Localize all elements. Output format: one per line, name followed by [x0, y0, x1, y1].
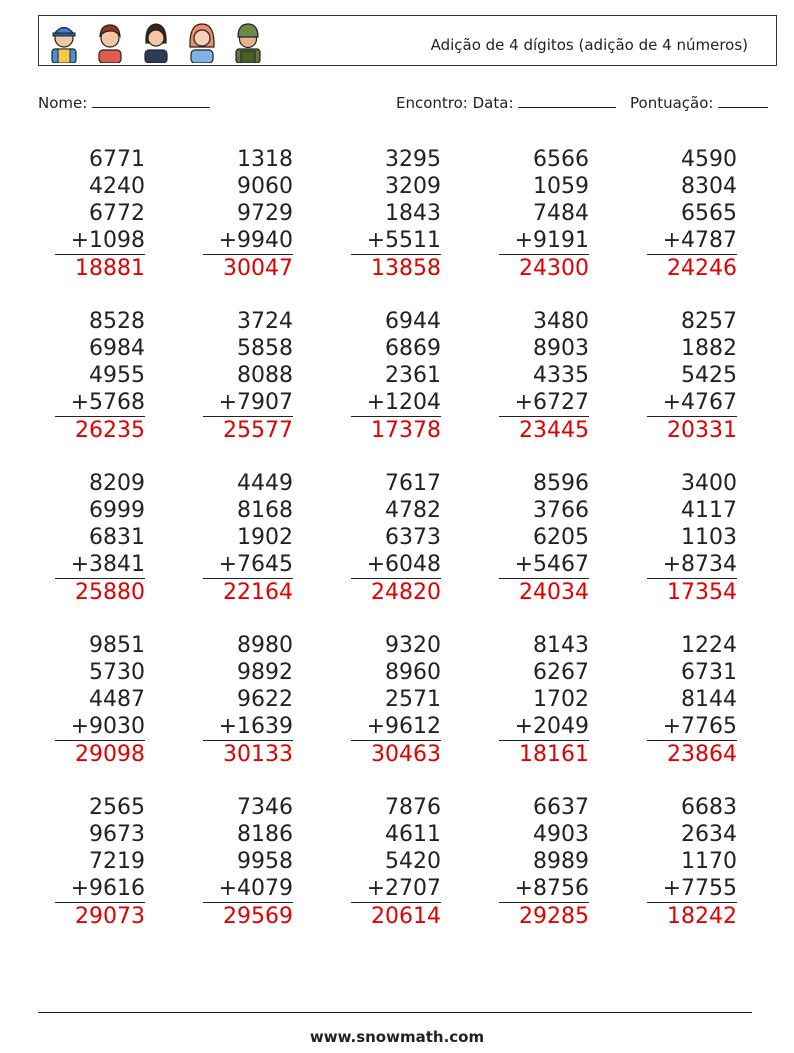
problem-addend: 3480 [533, 309, 589, 334]
problem-addend: +1098 [55, 227, 145, 255]
addition-problem [55, 470, 145, 606]
problem-addend: 5730 [89, 660, 145, 685]
problem-addend: +1639 [203, 713, 293, 741]
problem-addend: 9060 [237, 174, 293, 199]
problem-addend: 4782 [385, 498, 441, 523]
problem-addend: +4079 [203, 875, 293, 903]
problem-addend: 1882 [681, 336, 737, 361]
problem-addend: 1702 [533, 687, 589, 712]
addition-problem [647, 146, 737, 282]
problem-addend: 8980 [237, 633, 293, 658]
problem-addend: 8960 [385, 660, 441, 685]
problem-addend: 4117 [681, 498, 737, 523]
addition-problem [647, 470, 737, 606]
soldier-avatar-icon [229, 19, 267, 63]
girl-avatar-icon [183, 19, 221, 63]
addition-problem [203, 632, 293, 768]
problem-addend: 1902 [237, 525, 293, 550]
problem-addend: 3724 [237, 309, 293, 334]
problem-addend: 6267 [533, 660, 589, 685]
addition-problem [351, 146, 441, 282]
addition-problem [647, 794, 737, 930]
problem-addend: 6944 [385, 309, 441, 334]
addition-problem [55, 632, 145, 768]
problem-addend: 1059 [533, 174, 589, 199]
problem-addend: 4955 [89, 363, 145, 388]
addition-problem [499, 470, 589, 606]
problem-addend: +7645 [203, 551, 293, 579]
problem-answer: 20614 [371, 904, 441, 929]
problem-addend: 8989 [533, 849, 589, 874]
problem-addend: +2707 [351, 875, 441, 903]
meeting-date-blank[interactable] [518, 93, 616, 108]
addition-problem [55, 794, 145, 930]
problem-addend: 6373 [385, 525, 441, 550]
problem-addend: 5425 [681, 363, 737, 388]
addition-problem [55, 146, 145, 282]
score-field[interactable] [630, 93, 768, 112]
problem-addend: +4787 [647, 227, 737, 255]
problem-addend: 6637 [533, 795, 589, 820]
problem-addend: 3295 [385, 147, 441, 172]
problem-answer: 18242 [667, 904, 737, 929]
problem-addend: 9851 [89, 633, 145, 658]
problem-answer: 29098 [75, 742, 145, 767]
problem-answer: 29073 [75, 904, 145, 929]
problem-answer: 24300 [519, 256, 589, 281]
problem-addend: 7617 [385, 471, 441, 496]
problem-addend: 1843 [385, 201, 441, 226]
problem-addend: 7876 [385, 795, 441, 820]
problem-addend: +7755 [647, 875, 737, 903]
addition-problem [499, 632, 589, 768]
problem-answer: 30047 [223, 256, 293, 281]
addition-problem [499, 308, 589, 444]
problem-addend: 6771 [89, 147, 145, 172]
problem-addend: +9191 [499, 227, 589, 255]
problem-answer: 17378 [371, 418, 441, 443]
score-blank[interactable] [718, 93, 768, 108]
problem-addend: 4590 [681, 147, 737, 172]
footer-divider [38, 1012, 752, 1013]
problem-addend: +5467 [499, 551, 589, 579]
boy-avatar-icon [91, 19, 129, 63]
problem-addend: 6731 [681, 660, 737, 685]
problem-addend: 2571 [385, 687, 441, 712]
problem-answer: 22164 [223, 580, 293, 605]
problem-answer: 18161 [519, 742, 589, 767]
addition-problem [499, 146, 589, 282]
addition-problem [351, 794, 441, 930]
problem-addend: 6999 [89, 498, 145, 523]
problem-addend: 5858 [237, 336, 293, 361]
problem-addend: 2634 [681, 822, 737, 847]
problem-addend: 6869 [385, 336, 441, 361]
problem-answer: 24820 [371, 580, 441, 605]
problem-answer: 29285 [519, 904, 589, 929]
problem-addend: 1318 [237, 147, 293, 172]
addition-problem [203, 146, 293, 282]
problem-addend: +2049 [499, 713, 589, 741]
problem-addend: +7765 [647, 713, 737, 741]
problem-answer: 25577 [223, 418, 293, 443]
problem-addend: 8209 [89, 471, 145, 496]
problem-addend: 8186 [237, 822, 293, 847]
problem-addend: 2565 [89, 795, 145, 820]
problem-addend: +5768 [55, 389, 145, 417]
problem-answer: 25880 [75, 580, 145, 605]
problem-addend: 9958 [237, 849, 293, 874]
problem-answer: 24034 [519, 580, 589, 605]
problem-answer: 23864 [667, 742, 737, 767]
problem-addend: +5511 [351, 227, 441, 255]
problem-addend: 9320 [385, 633, 441, 658]
problem-addend: 8168 [237, 498, 293, 523]
addition-problem [351, 632, 441, 768]
avatar-row [45, 19, 267, 63]
problem-addend: 3766 [533, 498, 589, 523]
problem-addend: 4240 [89, 174, 145, 199]
addition-problem [499, 794, 589, 930]
problem-addend: +6048 [351, 551, 441, 579]
problem-addend: 4903 [533, 822, 589, 847]
problem-addend: 6683 [681, 795, 737, 820]
problem-addend: 8088 [237, 363, 293, 388]
problem-addend: 9892 [237, 660, 293, 685]
problem-addend: 1224 [681, 633, 737, 658]
problem-answer: 24246 [667, 256, 737, 281]
problem-addend: 4611 [385, 822, 441, 847]
problem-addend: 6984 [89, 336, 145, 361]
problem-addend: 9622 [237, 687, 293, 712]
name-field[interactable] [38, 93, 210, 112]
problem-addend: 4487 [89, 687, 145, 712]
problem-addend: +4767 [647, 389, 737, 417]
name-blank[interactable] [92, 93, 210, 108]
problem-answer: 23445 [519, 418, 589, 443]
addition-problem [203, 308, 293, 444]
problem-addend: 9673 [89, 822, 145, 847]
addition-problem [351, 470, 441, 606]
problem-addend: 2361 [385, 363, 441, 388]
problem-addend: 8528 [89, 309, 145, 334]
problem-addend: +7907 [203, 389, 293, 417]
name-label: Nome: [38, 94, 88, 112]
problem-addend: 6566 [533, 147, 589, 172]
problem-addend: 4335 [533, 363, 589, 388]
problem-addend: 1170 [681, 849, 737, 874]
problem-addend: 4449 [237, 471, 293, 496]
problem-addend: +8734 [647, 551, 737, 579]
problem-addend: 3209 [385, 174, 441, 199]
problem-addend: 8903 [533, 336, 589, 361]
problem-addend: +9030 [55, 713, 145, 741]
problem-addend: 7484 [533, 201, 589, 226]
meeting-date-label: Encontro: Data: [396, 94, 514, 112]
score-label: Pontuação: [630, 94, 714, 112]
addition-problem [203, 794, 293, 930]
problem-answer: 20331 [667, 418, 737, 443]
woman-avatar-icon [137, 19, 175, 63]
problem-addend: +9940 [203, 227, 293, 255]
problem-addend: 6205 [533, 525, 589, 550]
addition-problem [351, 308, 441, 444]
problem-addend: +9616 [55, 875, 145, 903]
problem-addend: 8596 [533, 471, 589, 496]
problem-addend: +9612 [351, 713, 441, 741]
addition-problem [647, 308, 737, 444]
problem-addend: 3400 [681, 471, 737, 496]
problem-answer: 18881 [75, 256, 145, 281]
problem-answer: 30133 [223, 742, 293, 767]
problem-answer: 30463 [371, 742, 441, 767]
problem-addend: 6772 [89, 201, 145, 226]
worksheet-title: Adição de 4 dígitos (adição de 4 números) [430, 36, 748, 54]
problem-addend: 7219 [89, 849, 145, 874]
meeting-date-field[interactable] [396, 93, 616, 112]
problem-addend: 5420 [385, 849, 441, 874]
problem-answer: 29569 [223, 904, 293, 929]
addition-problem [55, 308, 145, 444]
problem-addend: +3841 [55, 551, 145, 579]
worker-avatar-icon [45, 19, 83, 63]
problem-addend: 6565 [681, 201, 737, 226]
problem-addend: +6727 [499, 389, 589, 417]
problem-addend: 8143 [533, 633, 589, 658]
problem-addend: +8756 [499, 875, 589, 903]
problem-addend: 7346 [237, 795, 293, 820]
addition-problem [647, 632, 737, 768]
problem-addend: 9729 [237, 201, 293, 226]
problem-answer: 13858 [371, 256, 441, 281]
header-box [38, 15, 777, 66]
problem-answer: 17354 [667, 580, 737, 605]
footer-site: www.snowmath.com [309, 1028, 485, 1046]
problem-addend: 6831 [89, 525, 145, 550]
problem-addend: 8304 [681, 174, 737, 199]
problem-addend: 8144 [681, 687, 737, 712]
problem-addend: 8257 [681, 309, 737, 334]
addition-problem [203, 470, 293, 606]
problem-addend: +1204 [351, 389, 441, 417]
problem-addend: 1103 [681, 525, 737, 550]
problem-answer: 26235 [75, 418, 145, 443]
